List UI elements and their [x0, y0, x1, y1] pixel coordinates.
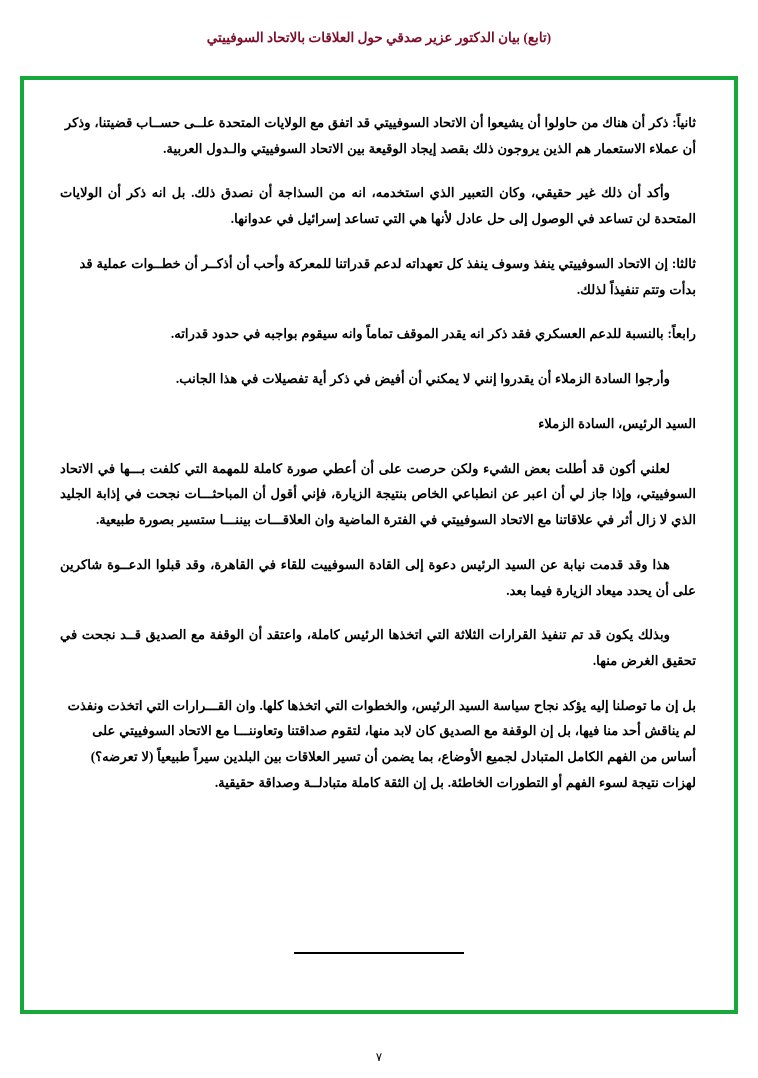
paragraph: ثالثا: إن الاتحاد السوفييتي ينفذ وسوف ينفذ كل تعهداته لدعم قدراتنا للمعركة وأحب أن أذكــر أن خطــوات عملية قد بدأت وتتم تنفيذاً لذلك.	[79, 255, 696, 297]
paragraph: وبذلك يكون قد تم تنفيذ القرارات الثلاثة التي اتخذها الرئيس كاملة، واعتقد أن الوقفة مع الصديق قــد نجحت في تحقيق الغرض منها.	[60, 627, 696, 669]
section-divider	[0, 944, 758, 962]
paragraph: وأرجوا السادة الزملاء أن يقدروا إنني لا يمكني أن أفيض في ذكر أية تفصيلات في هذا الجانب.	[175, 371, 670, 387]
paragraph: رابعاً: بالنسبة للدعم العسكري فقد ذكر انه يقدر الموقف تماماً وانه سيقوم بواجبه في حدود قدراته.	[170, 326, 696, 342]
paragraph: بل إن ما توصلنا إليه يؤكد نجاح سياسة السيد الرئيس، والخطوات التي اتخذها كلها. وان القـــرارات التي اتخذت ونفذت لم يناقش أحد منا فيها، بل إن الوقفة مع الصديق كان لابد منها، لتقوم صداقتنا وتعاوننـــا مع الاتحاد السوفييتي على أساس من الفهم الكامل المتبادل لجميع الأوضاع، بما يضمن أن تسير العلاقات بين البلدين سيراً طبيعياً (لا تعرضه؟) لهزات نتيجة لسوء الفهم أو التطورات الخاطئة. بل إن الثقة كاملة متبادلــة وصداقة حقيقية.	[67, 697, 696, 790]
paragraph: ثانياً: ذكر أن هناك من حاولوا أن يشيعوا أن الاتحاد السوفييتي قد اتفق مع الولايات المتحدة علــى حســاب قضيتنا، وذكر أن عملاء الاستعمار هم الذين يروجون ذلك بقصد إيجاد الوقيعة بين الاتحاد السوفييتي والـدول العربية.	[64, 115, 696, 156]
paragraph: لعلني أكون قد أطلت بعض الشيء ولكن حرصت على أن أعطي صورة كاملة للمهمة التي كلفت بـــها في الاتحاد السوفييتي، وإذا جاز لي أن اعبر عن انطباعي الخاص بنتيجة الزيارة، فإني أقول أن المباحثـــات نجحت في إذابة الجليد الذي لا زال أثر في علاقاتنا مع الاتحاد السوفييتي في الفترة الماضية وان العلاقـــات بيننـــا ستسير بصورة طبيعية.	[60, 460, 696, 528]
document-body	[60, 110, 696, 815]
page-number: ٧	[375, 1050, 383, 1064]
paragraph: هذا وقد قدمت نيابة عن السيد الرئيس دعوة إلى القادة السوفييت للقاء في القاهرة، وقد قبلوا الدعــوة شاكرين على أن يحدد ميعاد الزيارة فيما بعد.	[60, 556, 696, 598]
paragraph: السيد الرئيس، السادة الزملاء	[538, 415, 696, 431]
horizontal-rule	[294, 952, 464, 954]
page-header-title: (تابع) بيان الدكتور عزير صدقي حول العلاقات بالاتحاد السوفييتي	[206, 30, 552, 45]
paragraph: وأكد أن ذلك غير حقيقي، وكان التعبير الذي استخدمه، انه من السذاجة أن نصدق ذلك. بل انه ذكر أن الولايات المتحدة لن تساعد في الوصول إلى حل عادل لأنها هي التي تساعد إسرائيل في عدوانها.	[60, 185, 696, 227]
